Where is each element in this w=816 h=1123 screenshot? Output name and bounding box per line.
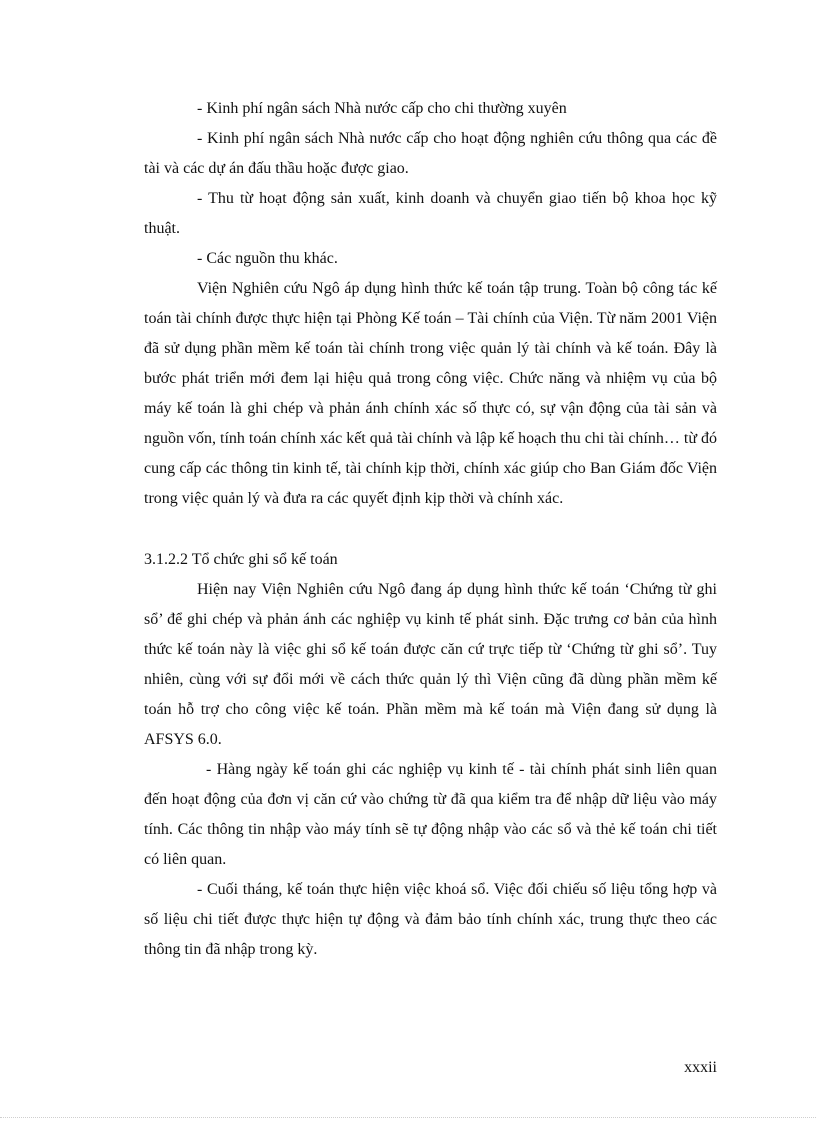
bullet-paragraph: - Cuối tháng, kế toán thực hiện việc khoá sổ. Việc đối chiếu số liệu tổng hợp và số liệu chi tiết được thực hiện tự động và đảm bảo tính chính xác, trung thực theo các thông tin đã nhập trong kỳ. xyxy=(144,881,717,958)
bullet-paragraph: - Kinh phí ngân sách Nhà nước cấp cho hoạt động nghiên cứu thông qua các đề tài và các dự án đấu thầu hoặc được giao. xyxy=(144,130,717,177)
body-paragraph: Viện Nghiên cứu Ngô áp dụng hình thức kế toán tập trung. Toàn bộ công tác kế toán tài chính được thực hiện tại Phòng Kế toán – Tài chính của Viện. Từ năm 2001 Viện đã sử dụng phần mềm kế toán tài chính trong việc quản lý tài chính và kế toán. Đây là bước phát triển mới đem lại hiệu quả trong công việc. Chức năng và nhiệm vụ của bộ máy kế toán là ghi chép và phản ánh chính xác số thực có, sự vận động của tài sản và nguồn vốn, tính toán chính xác kết quả tài chính và lập kế hoạch thu chi tài chính… từ đó cung cấp các thông tin kinh tế, tài chính kịp thời, chính xác giúp cho Ban Giám đốc Viện trong việc quản lý và đưa ra các quyết định kịp thời và chính xác. xyxy=(144,280,717,507)
body-paragraph: Hiện nay Viện Nghiên cứu Ngô đang áp dụng hình thức kế toán ‘Chứng từ ghi sổ’ để ghi chép và phản ánh các nghiệp vụ kinh tế phát sinh. Đặc trưng cơ bản của hình thức kế toán này là việc ghi sổ kế toán được căn cứ trực tiếp từ ‘Chứng từ ghi sổ’. Tuy nhiên, cùng với sự đổi mới về cách thức quản lý thì Viện cũng đã dùng phần mềm kế toán hỗ trợ cho công việc kế toán. Phần mềm mà kế toán mà Viện đang sử dụng là AFSYS 6.0. xyxy=(144,581,717,748)
page-number: xxxii xyxy=(684,1059,717,1076)
document-body xyxy=(144,94,717,965)
bullet-paragraph: - Các nguồn thu khác. xyxy=(197,250,338,267)
bullet-paragraph: - Hàng ngày kế toán ghi các nghiệp vụ kinh tế - tài chính phát sinh liên quan đến hoạt động của đơn vị căn cứ vào chứng từ đã qua kiểm tra để nhập dữ liệu vào máy tính. Các thông tin nhập vào máy tính sẽ tự động nhập vào các sổ và thẻ kế toán chi tiết có liên quan. xyxy=(144,761,717,868)
bullet-paragraph: - Thu từ hoạt động sản xuất, kinh doanh và chuyển giao tiến bộ khoa học kỹ thuật. xyxy=(144,190,717,237)
page-bottom-divider xyxy=(0,1117,816,1118)
bullet-paragraph: - Kinh phí ngân sách Nhà nước cấp cho chi thường xuyên xyxy=(197,100,567,117)
section-heading: 3.1.2.2 Tổ chức ghi sổ kế toán xyxy=(144,551,338,568)
